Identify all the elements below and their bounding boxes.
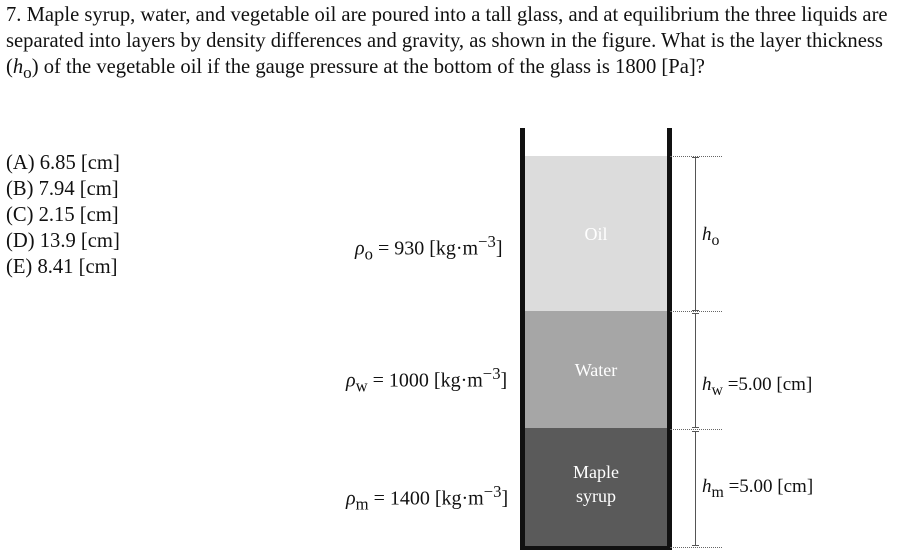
water-maple-guide <box>670 429 722 430</box>
dim-tick <box>692 545 699 546</box>
oil-dimension-line <box>695 157 696 310</box>
oil-water-guide <box>670 311 722 312</box>
water-dimension-line <box>695 313 696 427</box>
question-lead: 7. Maple syrup, water, and vegetable oil are poured into a tall glass, and at equilibrium the three liquids are separated into layers by density differences and gravity, as shown in the figure. What is the layer thickness ( <box>6 4 888 78</box>
question-text <box>6 2 898 86</box>
oil-height-label: $h_o$ <box>702 224 720 249</box>
bottom-guide <box>670 547 722 548</box>
dim-tick <box>692 157 699 158</box>
question-tail: ) of the vegetable oil if the gauge pressure at the bottom of the glass is 1800 [Pa]? <box>31 56 705 78</box>
option-c: (C) 2.15 [cm] <box>6 204 119 226</box>
water-height-label: $h_w =5.00$ [cm] <box>702 374 813 399</box>
water-density-label: $\rho_w = 1000$ $[kg\cdot m^{-3}]$ <box>346 364 508 396</box>
glass-right-wall <box>667 128 672 550</box>
glass-left-wall <box>520 128 525 550</box>
option-b: (B) 7.94 [cm] <box>6 178 119 200</box>
oil-height-subscript: o <box>23 63 32 83</box>
oil-density-label: $\rho_o = 930$ $[kg\cdot m^{-3}]$ <box>355 232 503 264</box>
oil-height-symbol: h <box>12 56 24 78</box>
maple-dimension-line <box>695 431 696 546</box>
glass-bottom <box>520 546 672 550</box>
oil-layer <box>525 156 667 311</box>
oil-layer-label: Oil <box>584 224 608 244</box>
maple-layer-label-line2: syrup <box>576 486 616 506</box>
option-a: (A) 6.85 [cm] <box>6 152 120 174</box>
option-e: (E) 8.41 [cm] <box>6 256 118 278</box>
maple-height-label: $h_m =5.00$ [cm] <box>702 476 814 501</box>
water-layer <box>525 311 667 428</box>
maple-layer-label-line1: Maple <box>573 462 619 482</box>
option-d: (D) 13.9 [cm] <box>6 230 120 252</box>
dim-tick <box>692 431 699 432</box>
answer-options <box>6 150 120 280</box>
maple-density-label: $\rho_m = 1400$ $[kg\cdot m^{-3}]$ <box>346 482 509 514</box>
dim-tick <box>692 313 699 314</box>
dim-tick <box>692 427 699 428</box>
dim-tick <box>692 310 699 311</box>
maple-syrup-layer <box>525 428 667 546</box>
water-layer-label: Water <box>574 360 618 380</box>
